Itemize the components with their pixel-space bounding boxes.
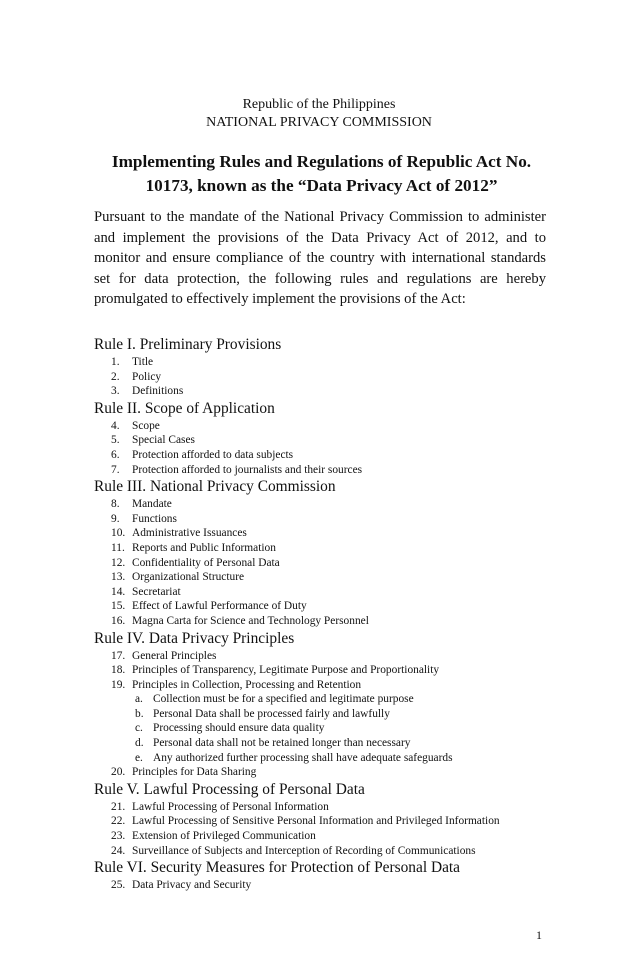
toc-subitem (94, 707, 554, 722)
item-number: 16. (111, 614, 126, 627)
item-text: Lawful Processing of Sensitive Personal Information and Privileged Information (132, 815, 500, 828)
item-text: Title (132, 356, 154, 368)
rule-heading: Rule I. Preliminary Provisions (94, 336, 282, 353)
toc-item (94, 556, 554, 571)
toc-item (94, 663, 554, 678)
toc-item (94, 497, 554, 512)
header-agency: NATIONAL PRIVACY COMMISSION (206, 115, 432, 130)
table-of-contents (94, 335, 554, 893)
rule-heading: Rule II. Scope of Application (94, 399, 275, 417)
toc-subitem (94, 751, 554, 766)
page-number: 1 (536, 928, 542, 942)
item-text: Definitions (132, 385, 184, 398)
item-text: Principles in Collection, Processing and Retention (132, 678, 362, 691)
item-text: Policy (132, 370, 162, 383)
item-text: Administrative Issuances (132, 527, 247, 540)
item-text: Protection afforded to journalists and their sources (132, 463, 363, 476)
subitem-letter: a. (135, 693, 143, 706)
item-text: Extension of Privileged Communication (132, 830, 316, 843)
rule-heading: Rule V. Lawful Processing of Personal Data (94, 780, 365, 798)
item-text: Effect of Lawful Performance of Duty (132, 600, 307, 613)
item-text: Protection afforded to data subjects (132, 448, 294, 461)
item-text: Data Privacy and Security (132, 879, 252, 892)
item-text: Surveillance of Subjects and Interception of Recording of Communications (132, 844, 476, 857)
item-number: 15. (111, 600, 126, 613)
item-number: 12. (111, 556, 126, 569)
item-number: 10. (111, 527, 126, 540)
item-text: Functions (132, 512, 177, 525)
subitem-letter: c. (135, 722, 143, 735)
toc-item (94, 526, 554, 541)
toc-item (94, 433, 554, 448)
item-number: 14. (111, 585, 126, 598)
item-number: 22. (111, 815, 126, 828)
document-title: Implementing Rules and Regulations of Republic Act No. 10173, known as the “Data Privacy Act of 2012” (111, 152, 532, 195)
toc-item (94, 878, 554, 893)
item-text: Lawful Processing of Personal Information (132, 800, 329, 813)
toc-item (94, 599, 554, 614)
toc-subitem (94, 736, 554, 751)
toc-item (94, 800, 554, 815)
rule-heading: Rule VI. Security Measures for Protection of Personal Data (94, 859, 461, 877)
item-number: 24. (111, 844, 126, 857)
toc-item (94, 384, 554, 399)
item-number: 25. (111, 879, 126, 892)
subitem-text: Personal Data shall be processed fairly and lawfully (153, 707, 390, 720)
toc-item (94, 463, 554, 478)
item-number: 1. (111, 356, 120, 368)
item-text: Scope (132, 419, 160, 432)
item-number: 20. (111, 766, 126, 779)
item-text: General Principles (132, 649, 217, 662)
toc-item (94, 765, 554, 780)
item-number: 7. (111, 463, 120, 476)
subitem-text: Collection must be for a specified and legitimate purpose (153, 693, 414, 706)
toc-item (94, 814, 552, 829)
subitem-letter: b. (135, 707, 144, 720)
subitem-text: Personal data shall not be retained longer than necessary (153, 737, 411, 750)
item-text: Principles for Data Sharing (132, 766, 257, 779)
toc-item (94, 512, 554, 527)
item-number: 11. (111, 541, 125, 554)
item-number: 8. (111, 498, 120, 511)
toc-item (94, 585, 554, 600)
toc-item (94, 355, 554, 370)
toc-subitem (94, 721, 554, 736)
header-country: Republic of the Philippines (242, 97, 396, 112)
item-text: Special Cases (132, 434, 195, 447)
item-number: 6. (111, 448, 120, 461)
toc-item (94, 678, 554, 693)
toc-item (94, 829, 554, 844)
item-text: Magna Carta for Science and Technology Personnel (132, 614, 369, 627)
item-number: 2. (111, 370, 120, 383)
toc-item (94, 570, 554, 585)
toc-item (94, 844, 554, 859)
subitem-letter: e. (135, 751, 143, 764)
item-text: Secretariat (132, 585, 181, 598)
toc-item (94, 419, 554, 434)
toc-subitem (94, 692, 554, 707)
item-number: 13. (111, 571, 126, 584)
toc-item (94, 541, 554, 556)
item-number: 3. (111, 385, 120, 398)
item-number: 17. (111, 649, 126, 662)
item-text: Confidentiality of Personal Data (132, 556, 280, 569)
item-text: Principles of Transparency, Legitimate Purpose and Proportionality (132, 664, 440, 677)
toc-item (94, 448, 554, 463)
rule-heading: Rule IV. Data Privacy Principles (94, 629, 295, 647)
toc-item (94, 370, 554, 385)
intro-paragraph: Pursuant to the mandate of the National Privacy Commission to administer and implement the provisions of the Data Privacy Act of 2012, and to monitor and ensure compliance of the country with international standards set for data protection, the following rules and regulations are hereby promulgated to effectively implement the provisions of the Act: (94, 209, 546, 308)
item-number: 18. (111, 664, 126, 677)
item-text: Reports and Public Information (132, 541, 276, 554)
item-number: 19. (111, 678, 126, 691)
item-text: Mandate (132, 498, 172, 511)
item-number: 23. (111, 830, 126, 843)
item-number: 21. (111, 800, 126, 813)
toc-item (94, 649, 554, 664)
toc-item (94, 614, 554, 629)
item-number: 9. (111, 512, 120, 525)
subitem-text: Any authorized further processing shall have adequate safeguards (153, 751, 453, 764)
subitem-text: Processing should ensure data quality (153, 722, 325, 735)
item-text: Organizational Structure (132, 571, 245, 584)
subitem-letter: d. (135, 737, 144, 750)
item-number: 4. (111, 419, 120, 432)
rule-heading: Rule III. National Privacy Commission (94, 478, 336, 496)
item-number: 5. (111, 434, 120, 447)
